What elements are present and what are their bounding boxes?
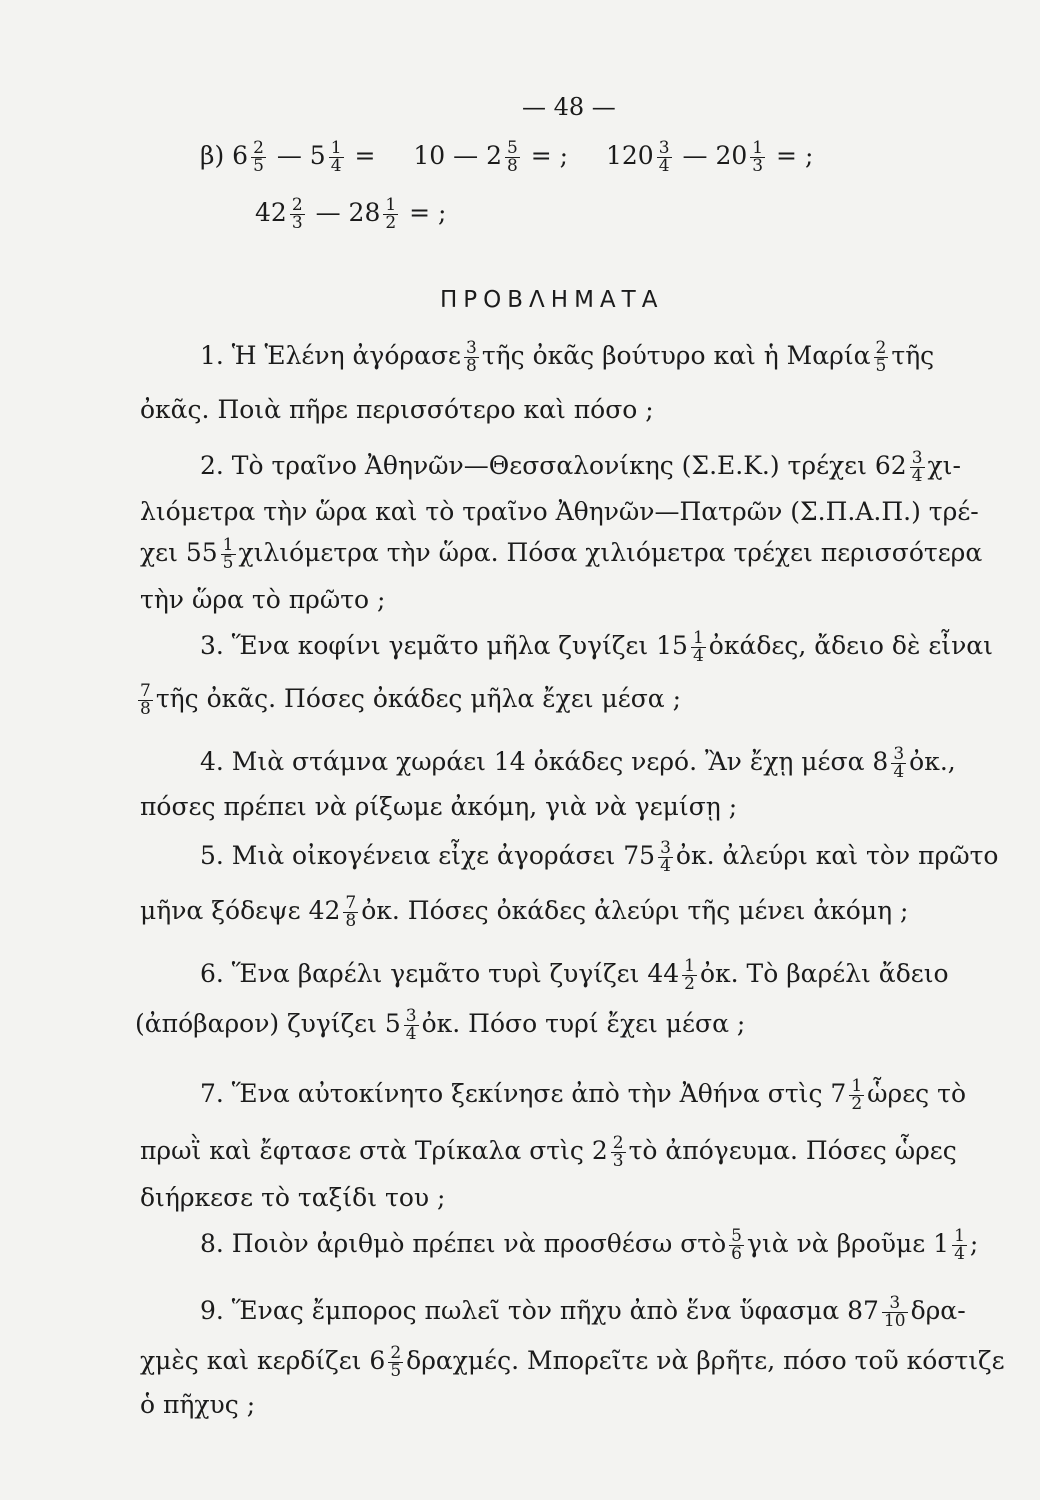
expression-4: 42 $\frac{2}{3}$ — 28 $\frac{1}{2}$ = ; [255,195,447,233]
fraction: $\frac{1}{2}$ [684,956,695,994]
page-number: — 48 — [522,93,616,121]
problem-9-line-2: χμὲς καὶ κερδίζει 6 $\frac{2}{5}$ δραχμές. Μπορεῖτε νὰ βρῆτε, πόσο τοῦ κόστιζε [140,1343,1005,1381]
problem-3-line-1: 3. Ἕνα κοφίνι γεμᾶτο μῆλα ζυγίζει 15 $\frac{1}{4}$ ὀκάδες, ἄδειο δὲ εἶναι [200,628,993,666]
problem-2-line-2: λιόμετρα τὴν ὥρα καὶ τὸ τραῖνο Ἀθηνῶν—Πατρῶν (Σ.Π.Α.Π.) τρέ- [140,497,979,526]
problem-3-line-2: $\frac{7}{8}$ τῆς ὀκᾶς. Πόσες ὀκάδες μῆλα ἔχει μέσα ; [140,681,682,719]
fraction: $\frac{1}{4}$ [330,138,342,176]
fraction: $\frac{1}{2}$ [385,195,397,233]
fraction: $\frac{1}{5}$ [222,535,234,573]
fraction: $\frac{2}{5}$ [875,338,887,376]
fraction: $\frac{1}{4}$ [692,628,704,666]
fraction: $\frac{3}{8}$ [465,338,477,376]
exercise-label: β) [200,141,225,170]
fraction: $\frac{7}{8}$ [345,893,357,931]
problem-7-line-2: πρωῒ καὶ ἔφτασε στὰ Τρίκαλα στὶς 2 $\frac{2}{3}$ τὸ ἀπόγευμα. Πόσες ὧρες [140,1133,957,1171]
problem-1-line-1: 1. Ἡ Ἑλένη ἀγόρασε $\frac{3}{8}$ τῆς ὀκᾶς βούτυρο καὶ ἡ Μαρία $\frac{2}{5}$ τῆς [200,338,935,376]
fraction: $\frac{7}{8}$ [140,681,151,719]
problem-2-line-3: χει 55 $\frac{1}{5}$ χιλιόμετρα τὴν ὥρα. Πόσα χιλιόμετρα τρέχει περισσότερα [140,535,983,573]
problem-5-line-2: μῆνα ξόδεψε 42 $\frac{7}{8}$ ὀκ. Πόσες ὀκάδες ἀλεύρι τῆς μένει ἀκόμη ; [140,893,909,931]
fraction: $\frac{3}{4}$ [911,448,923,486]
problem-1-line-2: ὀκᾶς. Ποιὰ πῆρε περισσότερο καὶ πόσο ; [140,395,654,424]
fraction: $\frac{3}{4}$ [893,744,905,782]
problem-7-line-3: διήρκεσε τὸ ταξίδι του ; [140,1183,446,1212]
problem-8-line-1: 8. Ποιὸν ἀριθμὸ πρέπει νὰ προσθέσω στὸ $\frac{5}{6}$ γιὰ νὰ βροῦμε 1 $\frac{1}{4}$ ; [200,1226,979,1264]
problem-7-line-1: 7. Ἕνα αὐτοκίνητο ξεκίνησε ἀπὸ τὴν Ἀθήνα στὶς 7 $\frac{1}{2}$ ὧρες τὸ [200,1076,967,1114]
fraction: $\frac{3}{10}$ [883,1293,906,1331]
problem-9-line-3: ὁ πῆχυς ; [140,1390,256,1419]
fraction: $\frac{1}{3}$ [752,138,764,176]
fraction: $\frac{2}{5}$ [253,138,264,176]
fraction: $\frac{2}{5}$ [390,1343,402,1381]
fraction: $\frac{3}{4}$ [660,838,671,876]
problem-9-line-1: 9. Ἕνας ἔμπορος πωλεῖ τὸν πῆχυ ἀπὸ ἕνα ὕφασμα 87 $\frac{3}{10}$ δρα- [200,1293,966,1331]
exercise-b-line-1 [200,140,813,175]
fraction: $\frac{3}{4}$ [658,138,670,176]
fraction: $\frac{1}{2}$ [851,1076,863,1114]
problem-4-line-1: 4. Μιὰ στάμνα χωράει 14 ὀκάδες νερό. Ἂν ἔχῃ μέσα 8 $\frac{3}{4}$ ὀκ., [200,744,956,782]
fraction: $\frac{1}{4}$ [954,1226,965,1264]
section-heading: ΠΡΟΒΛΗΜΑΤΑ [440,287,664,313]
expression-1: 6 $\frac{2}{5}$ — 5 $\frac{1}{4}$ = [232,138,376,176]
fraction: $\frac{5}{8}$ [506,138,518,176]
problem-4-line-2: πόσες πρέπει νὰ ρίξωμε ἀκόμη, γιὰ νὰ γεμίσῃ ; [140,792,738,821]
problem-2-line-1: 2. Τὸ τραῖνο Ἀθηνῶν—Θεσσαλονίκης (Σ.Ε.Κ.) τρέχει 62 $\frac{3}{4}$ χι- [200,448,961,486]
problem-6-line-2: (ἀπόβαρον) ζυγίζει 5 $\frac{3}{4}$ ὀκ. Πόσο τυρί ἔχει μέσα ; [135,1006,746,1044]
fraction: $\frac{3}{4}$ [405,1006,417,1044]
fraction: $\frac{5}{6}$ [731,1226,742,1264]
problem-6-line-1: 6. Ἕνα βαρέλι γεμᾶτο τυρὶ ζυγίζει 44 $\frac{1}{2}$ ὀκ. Τὸ βαρέλι ἄδειο [200,956,949,994]
fraction: $\frac{2}{3}$ [612,1133,624,1171]
expression-2: 10 — 2 $\frac{5}{8}$ = ; [413,138,569,176]
expression-3: 120 $\frac{3}{4}$ — 20 $\frac{1}{3}$ = ; [606,138,814,176]
problem-5-line-1: 5. Μιὰ οἰκογένεια εἶχε ἀγοράσει 75 $\frac{3}{4}$ ὀκ. ἀλεύρι καὶ τὸν πρῶτο [200,838,999,876]
problem-2-line-4: τὴν ὥρα τὸ πρῶτο ; [140,585,386,614]
fraction: $\frac{2}{3}$ [291,195,303,233]
